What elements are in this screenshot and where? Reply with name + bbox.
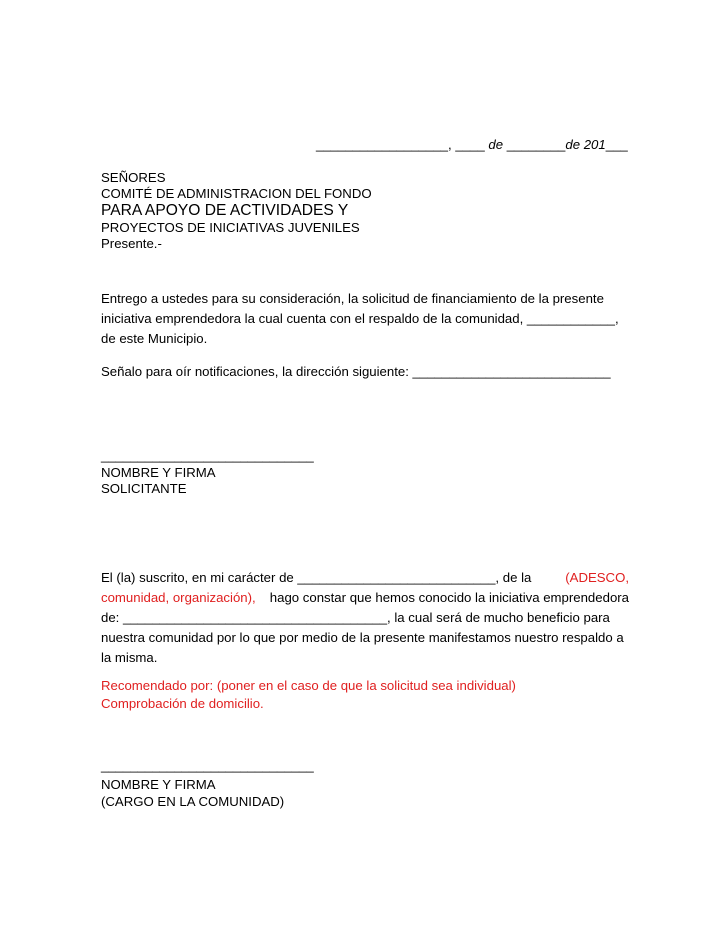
date-comma: , <box>448 137 456 152</box>
addressee-line-2: COMITÉ DE ADMINISTRACION DEL FONDO <box>101 186 372 201</box>
endorsement-line-1-red: (ADESCO, <box>565 570 629 585</box>
signature-rule-1: _____________________________ <box>101 448 314 463</box>
signature2-name-label: NOMBRE Y FIRMA <box>101 777 216 792</box>
addressee-line-1: SEÑORES <box>101 170 166 185</box>
date-line <box>316 137 628 153</box>
recommended-line-1: Recomendado por: (poner en el caso de que la solicitud sea individual) <box>101 678 516 693</box>
notification-line: Señalo para oír notificaciones, la dirección siguiente: ___________________________ <box>101 364 611 379</box>
body1-line-2: iniciativa emprendedora la cual cuenta con el respaldo de la comunidad, ____________, <box>101 311 619 326</box>
endorsement-line-2-text: hago constar que hemos conocido la iniciativa emprendedora <box>269 590 629 605</box>
signature1-role-label: SOLICITANTE <box>101 481 187 496</box>
endorsement-line-2 <box>101 590 629 606</box>
recommended-line-2: Comprobación de domicilio. <box>101 696 264 711</box>
addressee-line-4: PROYECTOS DE INICIATIVAS JUVENILES <box>101 220 360 235</box>
body1-line-3: de este Municipio. <box>101 331 208 346</box>
date-day-blank: ____ <box>455 137 485 152</box>
addressee-line-3: PARA APOYO DE ACTIVIDADES Y <box>101 202 349 219</box>
date-de-1: de <box>484 137 507 152</box>
endorsement-line-1 <box>101 570 629 586</box>
addressee-line-5: Presente.- <box>101 236 162 251</box>
endorsement-line-4: nuestra comunidad por lo que por medio de la presente manifestamos nuestro respaldo a <box>101 630 624 645</box>
endorsement-line-3: de: ____________________________________, la cual será de mucho beneficio para <box>101 610 610 625</box>
body1-line-1: Entrego a ustedes para su consideración, la solicitud de financiamiento de la presente <box>101 291 604 306</box>
endorsement-line-1-text: El (la) suscrito, en mi carácter de ___________________________, de la <box>101 570 532 585</box>
date-month-blank: ________ <box>506 137 566 152</box>
date-year-blank: ___ <box>605 137 628 152</box>
endorsement-line-2-red: comunidad, organización), <box>101 590 256 605</box>
signature1-name-label: NOMBRE Y FIRMA <box>101 465 216 480</box>
date-de-2: de 201 <box>565 137 606 152</box>
signature-rule-2: _____________________________ <box>101 758 314 773</box>
signature2-role-label: (CARGO EN LA COMUNIDAD) <box>101 794 285 809</box>
date-place-blank: __________________ <box>316 137 449 152</box>
endorsement-line-5: la misma. <box>101 650 158 665</box>
